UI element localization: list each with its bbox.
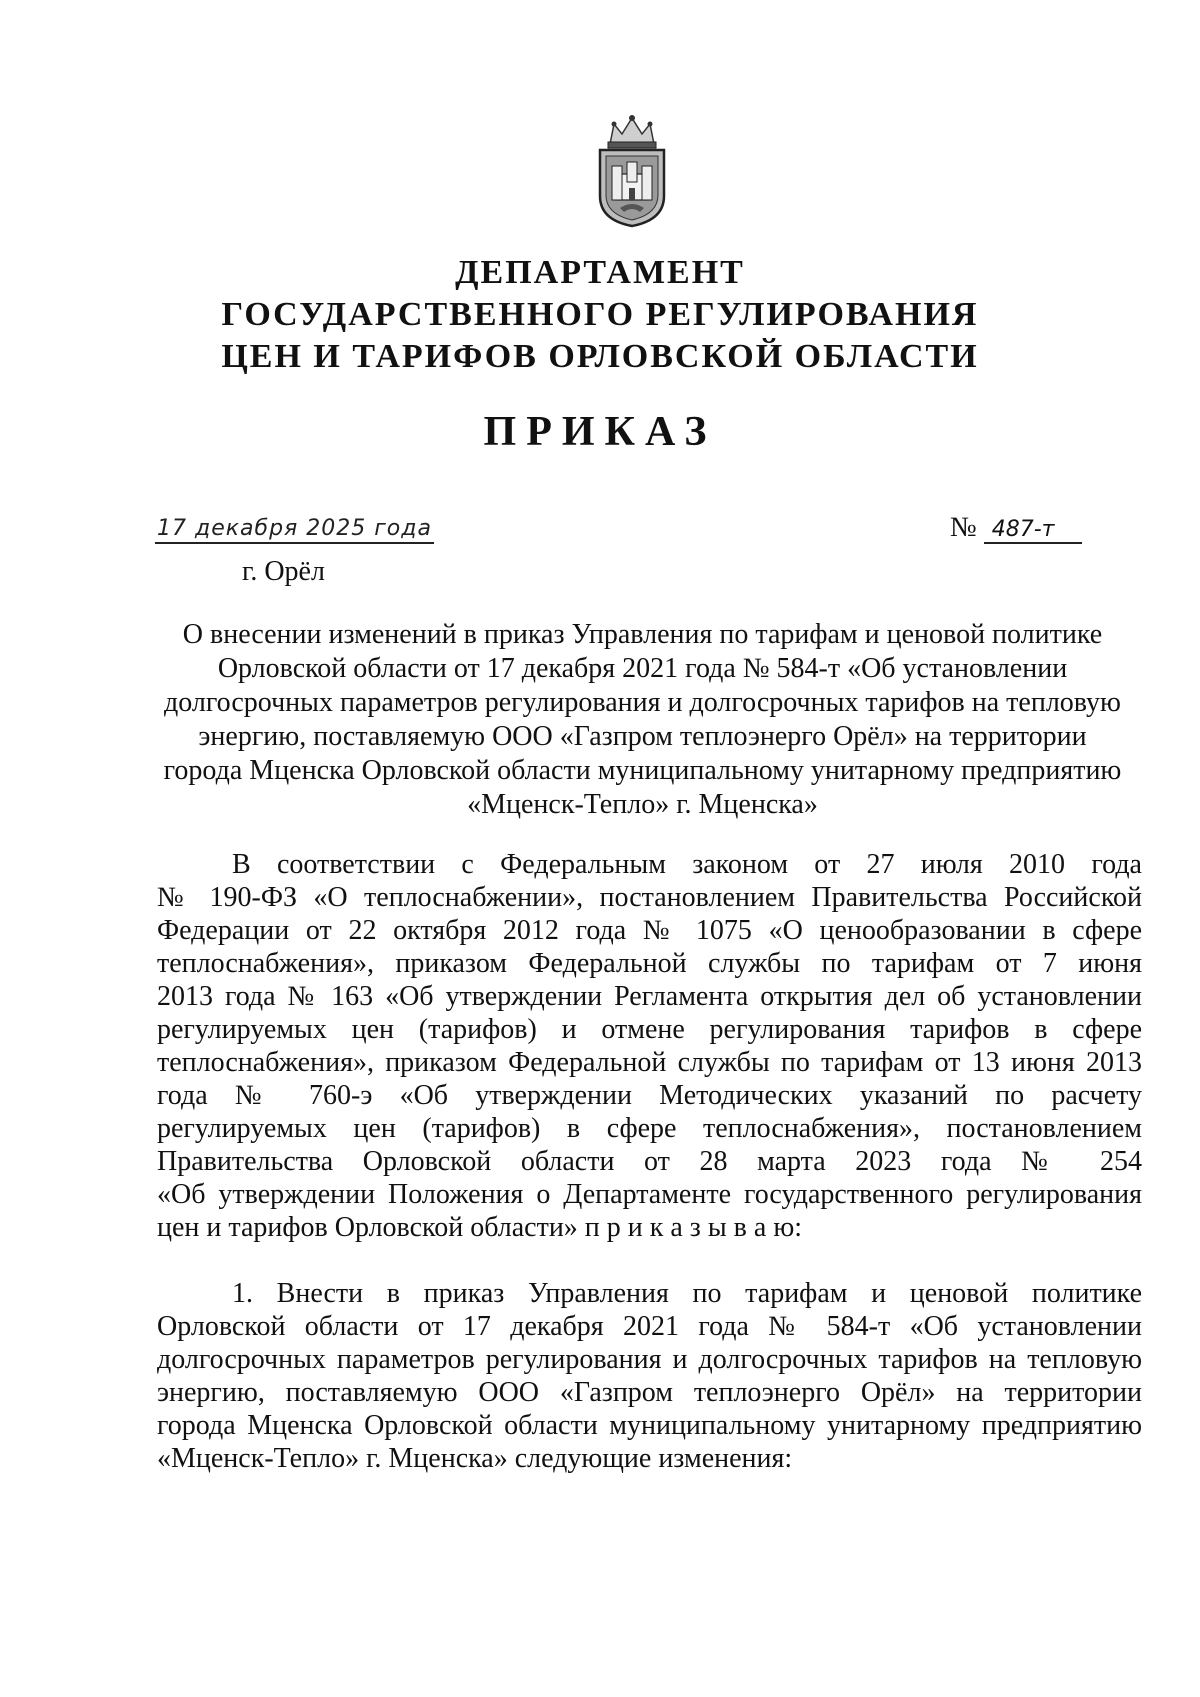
preamble-line: регулируемых цен (тарифов) и отмене регулирования тарифов в сфере [157, 1014, 1142, 1045]
subject-line: «Мценск-Тепло» г. Мценска» [467, 789, 818, 820]
item-1-line: энергию, поставляемую ООО «Газпром теплоэнерго Орёл» на территории [157, 1377, 1142, 1408]
item-1-line: города Мценска Орловской области муниципальному унитарному предприятию [157, 1410, 1142, 1441]
preamble-line: № 190-ФЗ «О теплоснабжении», постановлением Правительства Российской [157, 882, 1142, 913]
preamble-line: В соответствии с Федеральным законом от 27 июля 2010 года [232, 849, 1142, 880]
item-1-paragraph [157, 1277, 1142, 1475]
item-1-line: Орловской области от 17 декабря 2021 года № 584-т «Об установлении [157, 1311, 1142, 1342]
subject-line: города Мценска Орловской области муниципальному унитарному предприятию [163, 755, 1122, 786]
subject-line: энергию, поставляемую ООО «Газпром теплоэнерго Орёл» на территории [198, 721, 1087, 752]
preamble-line: 2013 года № 163 «Об утверждении Регламента открытия дел об установлении [157, 981, 1142, 1012]
preamble-line: теплоснабжения», приказом Федеральной службы по тарифам от 7 июня [157, 948, 1142, 979]
subject-line: долгосрочных параметров регулирования и долгосрочных тарифов на тепловую [164, 687, 1121, 718]
orel-region-coat-of-arms-icon [592, 110, 672, 230]
city-label: г. Орёл [242, 556, 325, 587]
department-line-3: ЦЕН И ТАРИФОВ ОРЛОВСКОЙ ОБЛАСТИ [221, 338, 979, 375]
preamble-line: теплоснабжения», приказом Федеральной службы по тарифам от 13 июня 2013 [157, 1047, 1142, 1078]
document-number [950, 512, 1082, 544]
preamble-line: «Об утверждении Положения о Департаменте государственного регулирования [157, 1179, 1142, 1210]
preamble-paragraph [157, 848, 1142, 1244]
handwritten-date: 17 декабря 2025 года [155, 516, 434, 544]
preamble-line: Федерации от 22 октября 2012 года № 1075 «О ценообразовании в сфере [157, 915, 1142, 946]
preamble-line: регулируемых цен (тарифов) в сфере теплоснабжения», постановлением [157, 1113, 1142, 1144]
preamble-line: года № 760-э «Об утверждении Методических указаний по расчету [157, 1080, 1142, 1111]
item-1-line: долгосрочных параметров регулирования и долгосрочных тарифов на тепловую [157, 1344, 1142, 1375]
document-type-title: ПРИКАЗ [483, 409, 717, 455]
subject-line: О внесении изменений в приказ Управления по тарифам и ценовой политике [182, 619, 1103, 650]
department-name [0, 252, 1200, 378]
preamble-line: цен и тарифов Орловской области» п р и к а з ы в а ю: [157, 1212, 803, 1243]
department-line-1: ДЕПАРТАМЕНТ [455, 254, 745, 291]
order-subject [150, 618, 1135, 822]
item-1-line: 1. Внести в приказ Управления по тарифам и ценовой политике [232, 1278, 1142, 1309]
preamble-line: Правительства Орловской области от 28 марта 2023 года № 254 [157, 1146, 1142, 1177]
department-line-2: ГОСУДАРСТВЕННОГО РЕГУЛИРОВАНИЯ [221, 296, 979, 333]
subject-line: Орловской области от 17 декабря 2021 года № 584-т «Об установлении [217, 653, 1068, 684]
number-sign: № [950, 512, 977, 543]
handwritten-number: 487-т [984, 517, 1082, 544]
item-1-line: «Мценск-Тепло» г. Мценска» следующие изменения: [157, 1443, 793, 1474]
